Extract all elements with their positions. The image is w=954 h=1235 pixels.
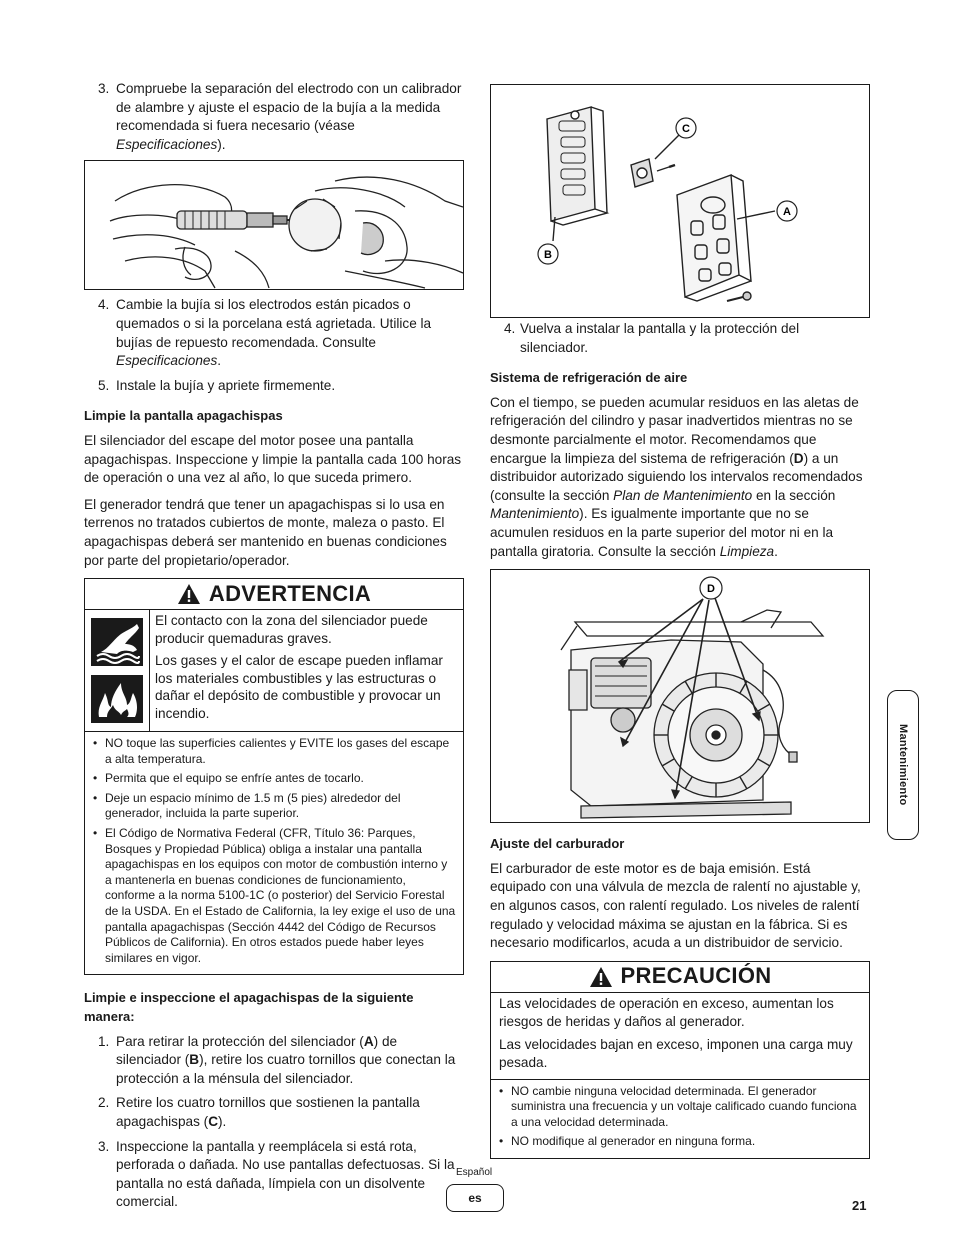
muffler-figure (490, 84, 870, 318)
left-column (84, 80, 464, 1218)
spark-plug-illustration (85, 161, 463, 289)
footer-language: Español (456, 1167, 493, 1178)
warning-icons (85, 610, 150, 731)
fire-icon (91, 675, 143, 723)
warning-bullet: • NO toque las superficies calientes y EVITE los gases del escape a alta temperatura. (91, 736, 457, 767)
warning-paragraph-2: Los gases y el calor de escape pueden inflamar los materiales combustibles y las estructuras o dañar el depósito de combustible y provocar un incendio. (155, 653, 443, 721)
caution-bullets (491, 1080, 869, 1158)
footer-language-code: es (446, 1184, 504, 1212)
caution-bullet: • NO modifique al generador en ninguna forma. (497, 1134, 863, 1150)
caution-paragraph-1: Las velocidades de operación en exceso, aumentan los riesgos de heridas y daños al generador. (499, 995, 834, 1030)
warning-bullet: • El Código de Normativa Federal (CFR, Título 36: Parques, Bosques y Propiedad Pública) obliga a instalar una pantalla apagachispas en los equipos con motor de combustión interno y a mantenerla en buenas condiciones de funcionamiento, conforme a la norma 5100-1C (o posterior) del Servicio Forestal de la USDA. En el Estado de California, la ley exige el uso de una pantalla apagachispas (Sección 4442 del Código de Recursos Públicos de California). En otros estados puede haber leyes similares en vigor. (91, 826, 457, 966)
caution-bullet: • NO cambie ninguna velocidad determinada. El generador suministra una frecuencia y un voltaje calificado cuando funciona a una velocidad determinada. (497, 1084, 863, 1131)
warning-hazard-text (150, 610, 463, 731)
warning-box (84, 578, 464, 975)
reinstall-step-4: 4. Vuelva a instalar la pantalla y la protección del silenciador. (504, 321, 800, 355)
cooling-paragraph: Con el tiempo, se pueden acumular residuos en las aletas de refrigeración del cilindro y pasar inadvertidos mientras no se desmonte parcialmente el motor. Recomendamos que encargue la limpieza del sistema de refrigeración (D) a un distribuidor autorizado siguiendo los intervalos recomendados (consulte la sección Plan de Mantenimiento en la sección Mantenimiento). Es igualmente importante que no se acumulen residuos en la parte superior del motor ni en la pantalla giratoria. Consulte la sección Limpieza. (490, 394, 863, 559)
inspect-heading: Limpie e inspeccione el apagachispas de la siguiente manera: (84, 990, 414, 1024)
warning-triangle-icon (177, 583, 201, 605)
step-4: 4. Cambie la bujía si los electrodos están picados o quemados o si la porcelana está agrietada. Utilice la bujías de repuesto recomendada. Consulte Especificaciones. (98, 297, 432, 369)
callout-c: C (682, 123, 690, 135)
step-5: 5. Instale la bujía y apriete firmemente. (98, 377, 336, 393)
cooling-heading: Sistema de refrigeración de aire (490, 370, 688, 386)
caution-title: PRECAUCIÓN (620, 963, 772, 989)
section-side-tab-label: Mantenimiento (897, 724, 909, 806)
spark-plug-figure (84, 160, 464, 290)
engine-cooling-figure (490, 569, 870, 823)
inspect-step-1: 1. Para retirar la protección del silenciador (A) de silenciador (B), retire los cuatro tornillos que conectan la protección a la ménsula del silenciador. (98, 1033, 456, 1086)
warning-bullets (85, 732, 463, 974)
inspect-step-3: 3. Inspeccione la pantalla y reemplácela si está rota, perforada o dañada. No use pantallas defectuosas. Si la pantalla no está dañada, límpiela con un disolvente comercial. (98, 1138, 455, 1210)
screen-paragraph-1: El silenciador del escape del motor posee una pantalla apagachispas. Inspeccione y limpie la pantalla cada 100 horas de operación o una vez al año, lo que suceda primero. (84, 432, 462, 486)
carburetor-paragraph: El carburador de este motor es de baja emisión. Está equipado con una válvula de mezcla de ralentí no ajustable y, en algunos casos, con ralentí regulado. Los niveles de ralentí regulado y velocidad máxima se ajustan en la fábrica. Si es necesario modificarlos, acuda a un distribuidor de servicio. (490, 860, 861, 951)
page-number: 21 (852, 1198, 867, 1213)
warning-bullet: • Deje un espacio mínimo de 1.5 m (5 pies) alrededor del generador, incluida la parte superior. (91, 791, 457, 822)
callout-b: B (544, 249, 552, 261)
engine-flywheel-illustration (491, 570, 869, 822)
screen-paragraph-2: El generador tendrá que tener un apagachispas si lo usa en terrenos no tratados cubiertos de monte, maleza o pasto. El apagachispas deberá ser mantenido en buenas condiciones por parte del propietario/operador. (84, 496, 447, 568)
muffler-exploded-illustration (491, 85, 869, 317)
right-column (490, 84, 870, 1159)
callout-a: A (783, 206, 791, 218)
warning-hazards (85, 610, 463, 732)
caution-title-bar (491, 962, 869, 993)
warning-triangle-icon (589, 966, 613, 988)
caution-text (491, 993, 869, 1080)
hot-surface-icon (91, 618, 143, 666)
warning-bullet: • Permita que el equipo se enfríe antes de tocarlo. (91, 771, 457, 787)
warning-title-bar (85, 579, 463, 610)
caution-paragraph-2: Las velocidades bajan en exceso, imponen una carga muy pesada. (499, 1036, 853, 1071)
warning-paragraph-1: El contacto con la zona del silenciador puede producir quemaduras graves. (155, 613, 428, 646)
section-side-tab (887, 690, 919, 840)
step-3: 3. Compruebe la separación del electrodo con un calibrador de alambre y ajuste el espacio de la bujía a la medida recomendada si fuera necesario (véase Especificaciones). (98, 81, 462, 152)
carburetor-heading: Ajuste del carburador (490, 836, 625, 852)
screen-heading: Limpie la pantalla apagachispas (84, 408, 283, 424)
inspect-step-2: 2. Retire los cuatro tornillos que sostienen la pantalla apagachispas (C). (98, 1095, 420, 1129)
warning-title: ADVERTENCIA (208, 580, 372, 606)
callout-d: D (707, 583, 715, 596)
caution-box (490, 961, 870, 1159)
